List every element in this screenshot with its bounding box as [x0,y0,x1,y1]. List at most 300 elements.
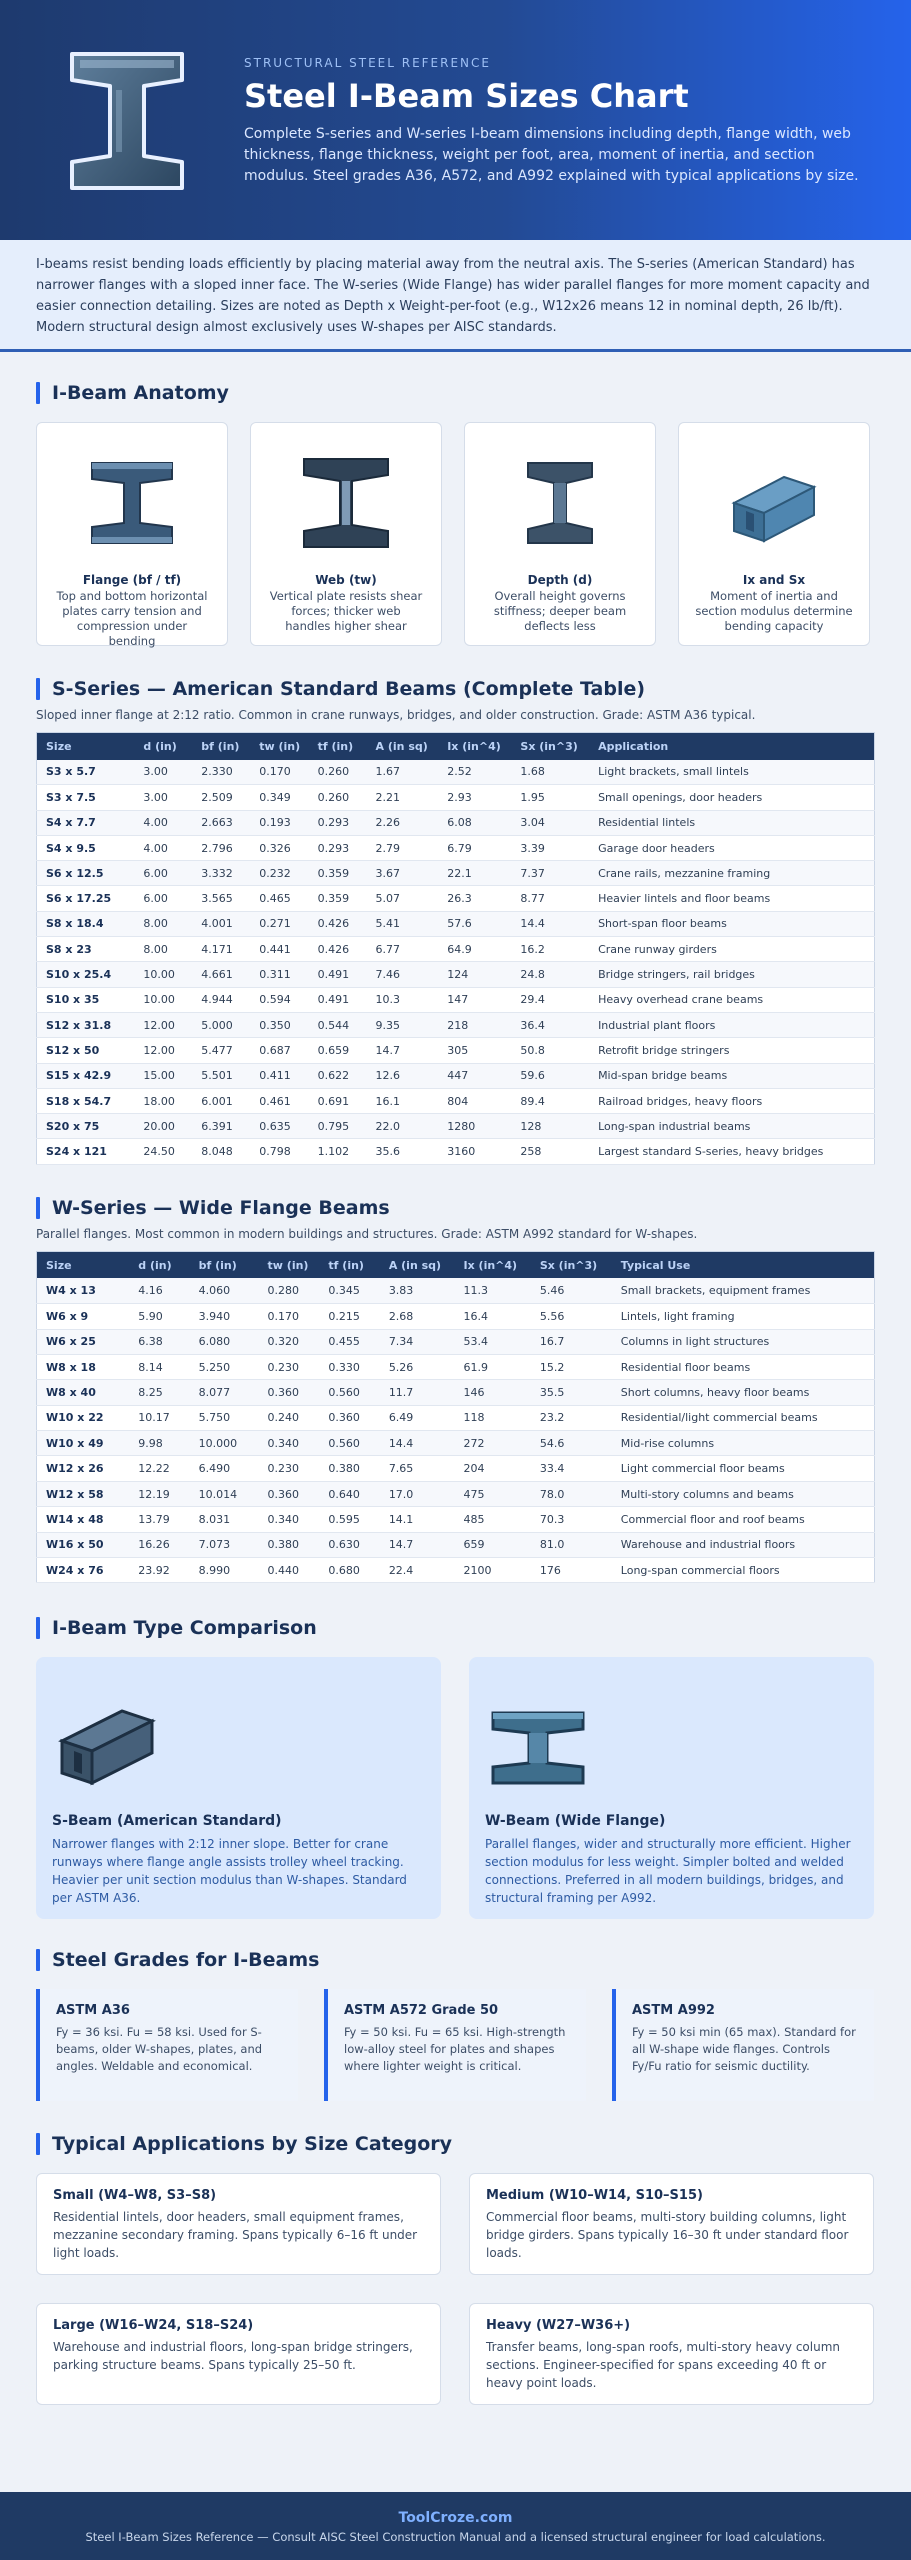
table-cell: 3.83 [380,1278,455,1303]
grade-card-title: ASTM A572 Grade 50 [344,2003,499,2019]
table-row [37,1278,875,1303]
table-cell: 3.332 [192,861,250,886]
table-row [37,1038,875,1063]
beam-size-cell: W10 x 22 [37,1405,130,1430]
beam-size-cell: W8 x 18 [37,1354,130,1379]
table-row [37,1063,875,1088]
table-cell: 0.461 [250,1088,308,1113]
table-cell: 0.345 [319,1278,379,1303]
table-cell: 11.7 [380,1380,455,1405]
table-cell: 0.455 [319,1329,379,1354]
table-cell: 6.49 [380,1405,455,1430]
intro-paragraph: I-beams resist bending loads efficiently by placing material away from the neutral axis. The S-series (American Standard) has narrower flanges with a sloped inner face. The W-series (Wide Flange) has wider parallel flanges for more moment capacity and easier connection detailing. Sizes are noted as Depth x Weight-per-foot (e.g., W12x26 means 12 in nominal depth, 26 lb/ft). Modern structural design almost exclusively uses W-shapes per AISC standards. [0,240,911,352]
table-cell: 0.691 [309,1088,367,1113]
table-cell: 0.311 [250,962,308,987]
table-cell: 124 [438,962,511,987]
table-cell: 12.19 [129,1481,189,1506]
table-cell: Garage door headers [589,835,874,860]
table-cell: 8.00 [134,911,192,936]
table-row [37,1481,875,1506]
table-cell: 8.048 [192,1139,250,1164]
table-cell: 8.990 [190,1558,259,1583]
table-cell: 0.359 [309,861,367,886]
table-cell: 0.380 [319,1456,379,1481]
table-cell: 16.26 [129,1532,189,1557]
table-cell: 5.477 [192,1038,250,1063]
beam-size-cell: W6 x 25 [37,1329,130,1354]
table-cell: 0.426 [309,937,367,962]
grade-card-a36 [36,1989,298,2101]
table-cell: 447 [438,1063,511,1088]
table-cell: 0.680 [319,1558,379,1583]
table-cell: 258 [511,1139,589,1164]
grades-section [0,1947,911,2101]
table-cell: 147 [438,987,511,1012]
table-row [37,760,875,785]
table-cell: 5.501 [192,1063,250,1088]
comparison-card-w-beam [469,1657,874,1919]
table-cell: 0.293 [309,835,367,860]
beam-size-cell: S3 x 7.5 [37,785,135,810]
table-header-cell: Size [46,1258,72,1272]
depth-icon [510,453,610,553]
table-cell: 1.67 [367,760,439,785]
table-cell: 5.000 [192,1012,250,1037]
table-cell: 14.4 [511,911,589,936]
table-row [37,1558,875,1583]
footer [0,2492,911,2560]
table-cell: 1.68 [511,760,589,785]
table-cell: 22.4 [380,1558,455,1583]
comparison-section [0,1615,911,1919]
table-row [37,911,875,936]
application-card-desc: Transfer beams, long-span roofs, multi-story heavy column sections. Engineer-specified for spans exceeding 40 ft or heavy point loads. [486,2340,840,2391]
application-card-desc: Residential lintels, door headers, small equipment frames, mezzanine secondary framing. Spans typically 6–16 ft under light loads. [53,2210,418,2261]
table-cell: 3.00 [134,785,192,810]
table-cell: Light brackets, small lintels [589,760,874,785]
table-cell: 6.080 [190,1329,259,1354]
table-cell: 0.465 [250,886,308,911]
application-card-heavy [469,2303,874,2405]
table-cell: Residential lintels [589,810,874,835]
table-cell: 22.1 [438,861,511,886]
table-cell: 0.411 [250,1063,308,1088]
table-cell: 81.0 [531,1532,612,1557]
table-cell: 8.25 [129,1380,189,1405]
anatomy-card-desc: Vertical plate resists shear forces; thicker web handles higher shear [269,589,423,633]
table-cell: 3.67 [367,861,439,886]
table-cell: Lintels, light framing [612,1304,875,1329]
w-series-table [36,1251,875,1584]
table-cell: Long-span industrial beams [589,1114,874,1139]
table-cell: 54.6 [531,1431,612,1456]
table-cell: 8.14 [129,1354,189,1379]
table-cell: 2.93 [438,785,511,810]
web-icon [296,453,396,553]
beam-size-cell: S15 x 42.9 [37,1063,135,1088]
anatomy-card-depth [464,422,656,646]
comparison-card-desc: Narrower flanges with 2:12 inner slope. Better for crane runways where flange angle assists trolley wheel tracking. Heavier per unit section modulus than W-shapes. Standard per ASTM A36. [52,1837,407,1906]
application-card-title: Large (W16–W24, S18–S24) [53,2318,254,2334]
table-cell: Bridge stringers, rail bridges [589,962,874,987]
table-cell: 2.21 [367,785,439,810]
table-cell: Residential floor beams [612,1354,875,1379]
table-cell: 10.014 [190,1481,259,1506]
table-cell: 0.340 [259,1507,320,1532]
table-cell: 4.171 [192,937,250,962]
table-row [37,861,875,886]
table-row [37,987,875,1012]
beam-size-cell: S6 x 12.5 [37,861,135,886]
table-cell: Warehouse and industrial floors [612,1532,875,1557]
table-cell: 6.001 [192,1088,250,1113]
table-cell: 10.000 [190,1431,259,1456]
application-card-title: Heavy (W27–W36+) [486,2318,631,2334]
table-cell: 5.26 [380,1354,455,1379]
table-cell: 0.594 [250,987,308,1012]
beam-size-cell: W6 x 9 [37,1304,130,1329]
w-series-desc: Parallel flanges. Most common in modern buildings and structures. Grade: ASTM A992 standard for W-shapes. [36,1226,698,1241]
table-cell: 9.98 [129,1431,189,1456]
table-cell: 57.6 [438,911,511,936]
table-cell: Multi-story columns and beams [612,1481,875,1506]
table-cell: 4.001 [192,911,250,936]
section-accent-bar [36,1949,40,1971]
s-series-desc: Sloped inner flange at 2:12 ratio. Common in crane runways, bridges, and older construction. Grade: ASTM A36 typical. [36,708,756,722]
applications-title: Typical Applications by Size Category [52,2133,453,2156]
table-cell: 4.16 [129,1278,189,1303]
table-cell: 12.00 [134,1012,192,1037]
table-cell: 118 [455,1405,531,1430]
beam-size-cell: S20 x 75 [37,1114,135,1139]
footer-brand-link[interactable]: ToolCroze.com [398,2510,513,2526]
table-cell: 64.9 [438,937,511,962]
table-cell: Mid-span bridge beams [589,1063,874,1088]
table-cell: 5.90 [129,1304,189,1329]
table-cell: 35.5 [531,1380,612,1405]
table-cell: 3.00 [134,760,192,785]
table-cell: 305 [438,1038,511,1063]
section-accent-bar [36,1617,40,1639]
table-cell: 0.640 [319,1481,379,1506]
applications-section [0,2131,911,2405]
table-row [37,1114,875,1139]
table-cell: 4.944 [192,987,250,1012]
table-cell: Retrofit bridge stringers [589,1038,874,1063]
table-cell: 272 [455,1431,531,1456]
table-cell: 2.663 [192,810,250,835]
section-accent-bar [36,678,40,700]
table-cell: 6.00 [134,886,192,911]
hero-eyebrow: STRUCTURAL STEEL REFERENCE [244,56,491,70]
table-cell: 4.00 [134,810,192,835]
table-cell: 2.68 [380,1304,455,1329]
table-cell: 16.7 [531,1329,612,1354]
table-cell: 204 [455,1456,531,1481]
table-cell: 0.360 [259,1380,320,1405]
table-row [37,785,875,810]
table-row [37,1507,875,1532]
anatomy-card-name: Depth (d) [527,573,593,587]
s-series-table [36,732,875,1165]
table-cell: 35.6 [367,1139,439,1164]
table-cell: 0.260 [309,760,367,785]
section-accent-bar [36,382,40,404]
beam-size-cell: S10 x 25.4 [37,962,135,987]
table-row [37,1456,875,1481]
table-cell: Heavier lintels and floor beams [589,886,874,911]
table-header-row [37,1251,875,1278]
table-row [37,1354,875,1379]
table-cell: 2100 [455,1558,531,1583]
application-card-desc: Warehouse and industrial floors, long-span bridge stringers, parking structure beams. Spans typically 25–50 ft. [53,2340,413,2373]
table-cell: 6.391 [192,1114,250,1139]
grade-card-title: ASTM A992 [632,2003,715,2019]
table-cell: 128 [511,1114,589,1139]
beam-size-cell: W24 x 76 [37,1558,130,1583]
table-cell: 6.08 [438,810,511,835]
table-cell: 5.07 [367,886,439,911]
table-cell: 24.50 [134,1139,192,1164]
table-cell: 0.426 [309,911,367,936]
grade-card-desc: Fy = 36 ksi. Fu = 58 ksi. Used for S-beams, older W-shapes, plates, and angles. Weldable and economical. [56,2025,263,2074]
table-cell: 70.3 [531,1507,612,1532]
table-cell: Small brackets, equipment frames [612,1278,875,1303]
table-cell: 16.2 [511,937,589,962]
table-cell: 36.4 [511,1012,589,1037]
table-cell: 14.7 [380,1532,455,1557]
table-cell: 0.215 [319,1304,379,1329]
table-cell: 0.687 [250,1038,308,1063]
table-cell: 1280 [438,1114,511,1139]
beam-size-cell: S4 x 7.7 [37,810,135,835]
table-cell: 485 [455,1507,531,1532]
table-cell: 6.38 [129,1329,189,1354]
table-cell: 5.41 [367,911,439,936]
table-cell: 1.95 [511,785,589,810]
table-cell: 4.060 [190,1278,259,1303]
beam-size-cell: W12 x 26 [37,1456,130,1481]
table-cell: 22.0 [367,1114,439,1139]
table-header-cell: Size [46,739,72,753]
table-header-cell: Ix (in^4) [447,739,501,753]
table-cell: 5.750 [190,1405,259,1430]
table-cell: 3.940 [190,1304,259,1329]
table-cell: 0.326 [250,835,308,860]
table-cell: 0.349 [250,785,308,810]
table-cell: 8.00 [134,937,192,962]
beam-size-cell: S12 x 50 [37,1038,135,1063]
w-series-title: W-Series — Wide Flange Beams [52,1196,390,1219]
table-cell: 0.595 [319,1507,379,1532]
table-cell: 2.330 [192,760,250,785]
table-cell: 1.102 [309,1139,367,1164]
table-cell: 2.509 [192,785,250,810]
table-row [37,1380,875,1405]
table-cell: Long-span commercial floors [612,1558,875,1583]
table-cell: 0.359 [309,886,367,911]
grade-card-desc: Fy = 50 ksi min (65 max). Standard for all W-shape wide flanges. Controls Fy/Fu ratio for seismic ductility. [632,2025,856,2074]
table-cell: 8.031 [190,1507,259,1532]
table-cell: 0.330 [319,1354,379,1379]
table-row [37,1304,875,1329]
s-series-section [0,676,911,1165]
table-row [37,810,875,835]
table-cell: 12.00 [134,1038,192,1063]
table-cell: 5.250 [190,1354,259,1379]
table-cell: 15.00 [134,1063,192,1088]
table-row [37,1139,875,1164]
table-row [37,1012,875,1037]
table-row [37,835,875,860]
application-card-title: Small (W4–W8, S3–S8) [53,2188,217,2204]
table-header-cell: Sx (in^3) [539,1258,598,1272]
s-beam-icon [52,1691,162,1801]
table-cell: 3.04 [511,810,589,835]
application-card-title: Medium (W10–W14, S10–S15) [486,2188,703,2204]
table-cell: 6.79 [438,835,511,860]
beam-size-cell: W10 x 49 [37,1431,130,1456]
table-cell: 0.293 [309,810,367,835]
table-cell: 78.0 [531,1481,612,1506]
table-cell: 176 [531,1558,612,1583]
table-cell: 0.193 [250,810,308,835]
table-cell: 659 [455,1532,531,1557]
table-cell: 14.1 [380,1507,455,1532]
grades-title: Steel Grades for I-Beams [52,1949,320,1972]
table-cell: Columns in light structures [612,1329,875,1354]
table-cell: Short columns, heavy floor beams [612,1380,875,1405]
table-cell: 0.170 [259,1304,320,1329]
table-cell: 13.79 [129,1507,189,1532]
table-cell: 7.073 [190,1532,259,1557]
table-header-cell: tf (in) [317,739,354,753]
table-row [37,937,875,962]
application-card-small [36,2173,441,2275]
beam-size-cell: W12 x 58 [37,1481,130,1506]
table-header-cell: d (in) [143,739,177,753]
table-cell: 16.4 [455,1304,531,1329]
table-cell: 0.622 [309,1063,367,1088]
table-header-row [37,733,875,760]
footer-note: Steel I-Beam Sizes Reference — Consult AISC Steel Construction Manual and a licensed structural engineer for load calculations. [85,2530,826,2544]
table-cell: 218 [438,1012,511,1037]
table-cell: 0.560 [319,1431,379,1456]
section-accent-bar [36,2133,40,2155]
table-cell: 12.22 [129,1456,189,1481]
beam-size-cell: S3 x 5.7 [37,760,135,785]
anatomy-card-web [250,422,442,646]
table-cell: 89.4 [511,1088,589,1113]
table-cell: 24.8 [511,962,589,987]
table-cell: 61.9 [455,1354,531,1379]
table-row [37,1431,875,1456]
table-row [37,1405,875,1430]
table-cell: 23.2 [531,1405,612,1430]
table-cell: 7.37 [511,861,589,886]
table-cell: Commercial floor and roof beams [612,1507,875,1532]
table-cell: 0.440 [259,1558,320,1583]
table-cell: 2.796 [192,835,250,860]
table-cell: 475 [455,1481,531,1506]
table-cell: 14.4 [380,1431,455,1456]
beam-size-cell: W4 x 13 [37,1278,130,1303]
table-cell: 7.65 [380,1456,455,1481]
beam-size-cell: S24 x 121 [37,1139,135,1164]
table-row [37,962,875,987]
table-header-cell: Ix (in^4) [463,1258,518,1272]
comparison-card-s-beam [36,1657,441,1919]
table-cell: Light commercial floor beams [612,1456,875,1481]
anatomy-section [0,380,911,646]
table-cell: 53.4 [455,1329,531,1354]
table-cell: 5.56 [531,1304,612,1329]
anatomy-card-name: Ix and Sx [742,573,806,587]
beam-size-cell: W16 x 50 [37,1532,130,1557]
comparison-card-desc: Parallel flanges, wider and structurally more efficient. Higher section modulus for less weight. Simpler bolted and welded connections. Preferred in all modern buildings, bridges, and structural framing per A992. [485,1837,851,1906]
page-title: Steel I-Beam Sizes Chart [244,77,689,115]
anatomy-card-desc: Moment of inertia and section modulus determine bending capacity [695,589,853,633]
table-cell: 804 [438,1088,511,1113]
table-cell: Heavy overhead crane beams [589,987,874,1012]
table-cell: 29.4 [511,987,589,1012]
table-cell: 8.77 [511,886,589,911]
table-cell: Industrial plant floors [589,1012,874,1037]
table-cell: 59.6 [511,1063,589,1088]
hero-subtitle: Complete S-series and W-series I-beam dimensions including depth, flange width, web thickness, flange thickness, weight per foot, area, moment of inertia, and section modulus. Steel grades A36, A572, and A992 explained with typical applications by size. [244,126,859,184]
table-cell: 0.380 [259,1532,320,1557]
table-cell: 0.271 [250,911,308,936]
comparison-card-title: S-Beam (American Standard) [52,1813,282,1830]
table-header-cell: tw (in) [267,1258,309,1272]
anatomy-card-desc: Top and bottom horizontal plates carry tension and compression under bending [56,589,208,648]
w-series-section [0,1195,911,1584]
table-cell: 0.230 [259,1456,320,1481]
application-card-large [36,2303,441,2405]
table-cell: 0.260 [309,785,367,810]
table-cell: 0.170 [250,760,308,785]
anatomy-card-desc: Overall height governs stiffness; deeper beam deflects less [493,589,627,633]
grade-card-a572 [324,1989,586,2101]
table-cell: 3160 [438,1139,511,1164]
comparison-title: I-Beam Type Comparison [52,1617,317,1640]
table-row [37,886,875,911]
table-header-cell: Typical Use [620,1258,691,1272]
table-cell: 33.4 [531,1456,612,1481]
table-cell: Crane runway girders [589,937,874,962]
table-cell: 146 [455,1380,531,1405]
table-cell: 10.00 [134,962,192,987]
table-cell: 0.491 [309,987,367,1012]
w-beam-icon [485,1691,595,1801]
table-header-cell: Sx (in^3) [520,739,578,753]
table-cell: 26.3 [438,886,511,911]
table-cell: Residential/light commercial beams [612,1405,875,1430]
table-cell: 6.77 [367,937,439,962]
table-cell: 7.46 [367,962,439,987]
beam-size-cell: S10 x 35 [37,987,135,1012]
table-cell: 3.39 [511,835,589,860]
table-cell: 0.320 [259,1329,320,1354]
table-cell: 0.795 [309,1114,367,1139]
table-cell: Crane rails, mezzanine framing [589,861,874,886]
table-cell: 6.490 [190,1456,259,1481]
table-cell: 16.1 [367,1088,439,1113]
table-cell: 10.3 [367,987,439,1012]
table-cell: 18.00 [134,1088,192,1113]
table-cell: 6.00 [134,861,192,886]
table-cell: 0.230 [259,1354,320,1379]
